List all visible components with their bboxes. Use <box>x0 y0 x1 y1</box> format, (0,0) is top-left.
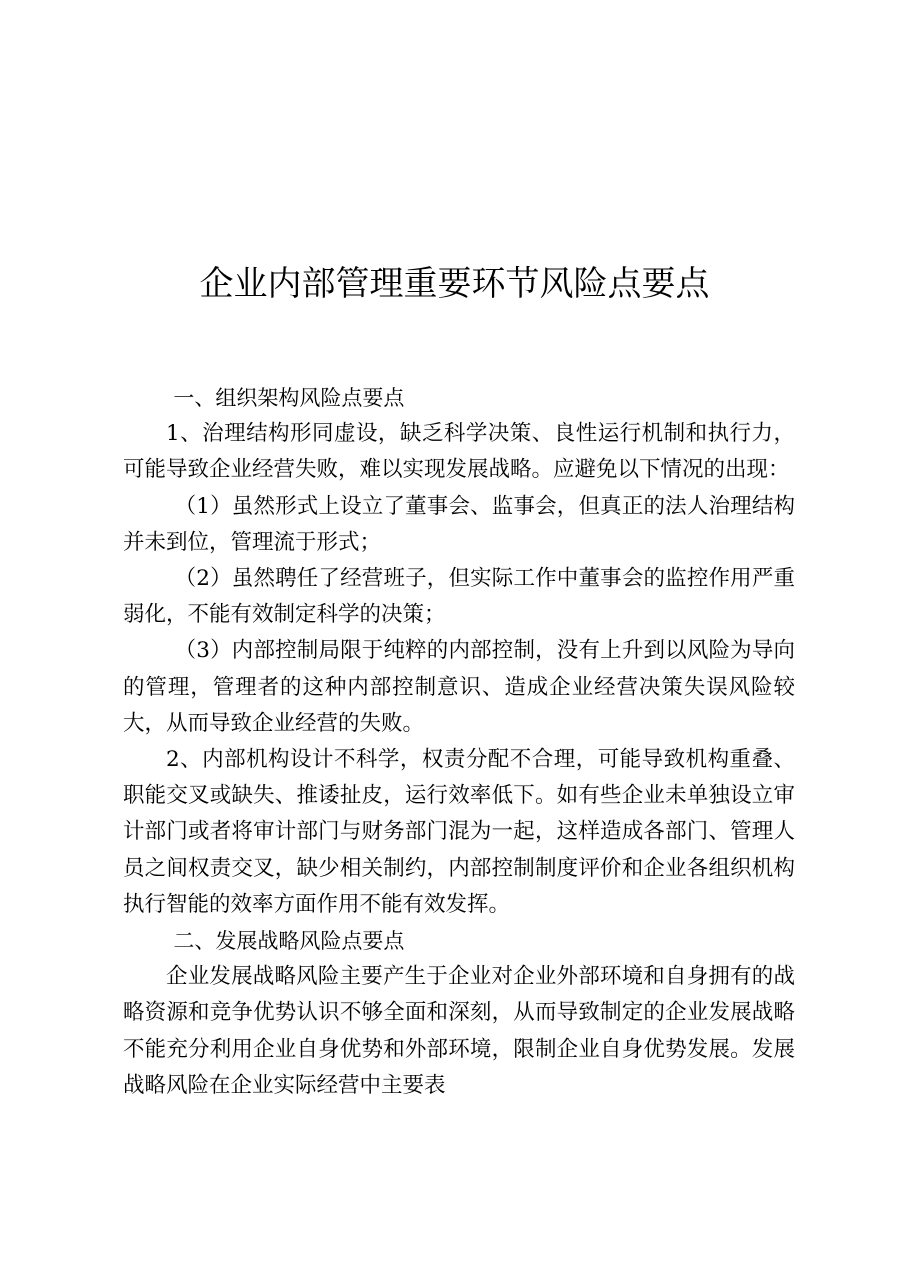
paragraph: 企业发展战略风险主要产生于企业对企业外部环境和自身拥有的战略资源和竞争优势认识不够全面和深刻，从而导致制定的企业发展战略不能充分利用企业自身优势和外部环境，限制企业自身优势发展。发展战略风险在企业实际经营中主要表 <box>123 964 795 1098</box>
paragraph: 2、内部机构设计不科学，权责分配不合理，可能导致机构重叠、职能交叉或缺失、推诿扯皮，运行效率低下。如有些企业未单独设立审计部门或者将审计部门与财务部门混为一起，这样造成各部门、管理人员之间权责交叉，缺少相关制约，内部控制制度评价和企业各组织机构执行智能的效率方面作用不能有效发挥。 <box>123 747 795 917</box>
document-title: 企业内部管理重要环节风险点要点 <box>199 264 710 304</box>
paragraph: （1）虽然形式上设立了董事会、监事会，但真正的法人治理结构并未到位，管理流于形式； <box>123 493 795 555</box>
paragraph: 1、治理结构形同虚设，缺乏科学决策、良性运行机制和执行力，可能导致企业经营失败，难以实现发展战略。应避免以下情况的出现： <box>123 421 795 483</box>
paragraph: （2）虽然聘任了经营班子，但实际工作中董事会的监控作用严重弱化，不能有效制定科学的决策； <box>123 566 795 628</box>
section-heading: 二、发展战略风险点要点 <box>173 929 405 954</box>
document-body <box>123 380 795 1104</box>
paragraph: （3）内部控制局限于纯粹的内部控制，没有上升到以风险为导向的管理，管理者的这种内部控制意识、造成企业经营决策失误风险较大，从而导致企业经营的失败。 <box>123 638 795 736</box>
section-heading: 一、组织架构风险点要点 <box>173 386 405 410</box>
